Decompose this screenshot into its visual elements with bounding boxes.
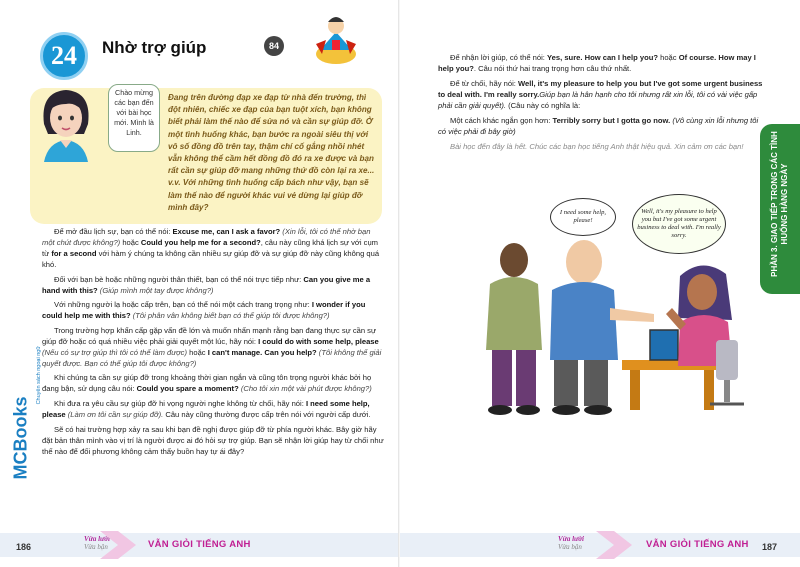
paragraph-fragment: I wonder if you could help me with this? xyxy=(42,300,366,321)
paragraph-fragment: Đối với bạn bè hoặc những người thân thiết, bạn có thể nói trực tiếp như: xyxy=(54,274,304,284)
paragraph-fragment: hoặc xyxy=(658,53,679,62)
paragraph-fragment: (Tôi không thể giải quyết được. Bạn có thể giúp tôi được không?) xyxy=(42,347,382,368)
right-page xyxy=(400,0,800,567)
slogan-line-1: Vừa lười xyxy=(84,535,110,543)
speech-bubble-decline: Well, it's my pleasure to help you but I've got some urgent business to deal with. I'm really sorry. xyxy=(632,194,726,254)
paragraph-fragment: Can you give me a hand with this? xyxy=(42,274,371,295)
chevron-icon xyxy=(100,529,140,561)
track-number: 84 xyxy=(268,41,279,51)
page-number: 186 xyxy=(16,542,32,552)
paragraph-fragment: Để từ chối, hãy nói: xyxy=(450,79,518,88)
paragraph-fragment: Well, it's my pleasure to help you but I've got some urgent business to deal with. I'm really sorry. xyxy=(438,79,763,99)
paragraph-fragment: (Tôi phân vân không biết bạn có thể giúp tôi được không?) xyxy=(130,311,330,321)
intro-text: Đang trên đường đạp xe đạp từ nhà đến trường, thì đột nhiên, chiếc xe đạp của bạn tuột xích, bạn không biết phải làm thế nào để sửa nó và cần sự giúp đỡ. Ở một tình huống khác, bạn bước ra ngoài siêu thị với vô số đồng đồ trên tay, thậm chí cố gắng nhồi nhét vẫn không thể cầm hết đồng đồ đó ra xe được và bạn rất cần sự giúp đỡ mang những thứ đồ còn lại ra xe... v.v. Với những tình huống cấp bách như vậy, bạn sẽ làm thế nào để người khác vui vẻ dừng lại giúp đỡ mình đây? xyxy=(168,93,375,212)
paragraph-fragment: với hàm ý chúng ta không cần nhiều sự giúp đỡ và sự giúp đỡ này cũng không quá khó. xyxy=(42,249,380,269)
paragraph-fragment: hoặc xyxy=(120,238,141,247)
paragraph-fragment: Khi chúng ta cần sự giúp đỡ trong khoảng thời gian ngắn và cũng tôn trọng người khác bởi họ đang bận, sử dụng câu nói: xyxy=(42,373,372,394)
body-paragraph xyxy=(42,372,384,394)
paragraph-fragment: Một cách khác ngắn gọn hơn: xyxy=(450,116,553,125)
host-avatar xyxy=(34,84,98,162)
paragraph-fragment: . Câu nói thứ hai trang trọng hơn câu thứ nhất. xyxy=(473,64,632,73)
paragraph-fragment: Câu này cũng thường được cấp trên nói với người cấp dưới. xyxy=(163,409,371,419)
paragraph-fragment: (Làm ơn tôi cần sự giúp đỡ). xyxy=(65,409,164,419)
body-paragraph xyxy=(42,299,384,321)
lesson-title: Nhờ trợ giúp xyxy=(102,38,207,57)
slogan-line-2: Vừa bận xyxy=(558,543,582,551)
body-paragraph xyxy=(438,52,768,74)
illustration-scene xyxy=(454,190,750,422)
paragraph-fragment: (Nếu có sự trợ giúp thì tôi có thể làm được) xyxy=(42,347,188,357)
lesson-number-badge xyxy=(40,32,88,80)
left-body-text xyxy=(42,226,384,460)
right-body-text xyxy=(438,52,768,156)
paragraph-fragment: Để nhận lời giúp, có thể nói: xyxy=(450,53,548,62)
paragraph-fragment: (Vô cùng xin lỗi nhưng tôi có việc phải đi bây giờ) xyxy=(438,116,759,136)
paragraph-fragment: Khi đưa ra yêu cầu sự giúp đỡ hi vọng người nghe không từ chối, hãy nói: xyxy=(54,398,306,408)
paragraph-fragment: Sẽ có hai trường hợp xảy ra sau khi bạn đề nghị được giúp đỡ từ phía người khác. Bây giờ hãy đặt bản thân mình vào vị trí là người được ai đó hỏi sự trợ giúp. Bạn sẽ nhận lời giúp hay từ chối như thế nào để đối phương không cảm thấy buồn hay tự ái đây? xyxy=(42,424,384,456)
paragraph-fragment: , câu này cũng khá lịch sự với cụm từ xyxy=(42,238,379,258)
paragraph-fragment: Với những người lạ hoặc cấp trên, bạn có thể nói một cách trang trọng như: xyxy=(54,300,312,310)
body-paragraph xyxy=(42,424,384,457)
paragraph-fragment: (Cho tôi xin một vài phút được không?) xyxy=(238,384,372,394)
closing-text: Bài học đến đây là hết. Chúc các bạn học tiếng Anh thật hiệu quả. Xin cảm ơn các bạn! xyxy=(450,142,744,151)
section-side-tab-label: PHẦN 3. GIAO TIẾP TRONG CÁC TÌNH HUỐNG HÀNG NGÀY xyxy=(770,131,789,277)
slogan-line-1: Vừa lười xyxy=(558,535,584,543)
chevron-icon xyxy=(596,529,636,561)
paragraph-fragment: Terribly sorry but I gotta go now. xyxy=(552,116,671,125)
paragraph-fragment: (Câu này có nghĩa là: xyxy=(505,101,581,110)
paragraph-fragment: Of course. How may I help you? xyxy=(438,53,756,73)
brand-tagline: Chuyên sách ngoại ngữ xyxy=(36,346,42,405)
right-footer xyxy=(400,525,800,567)
speech-bubble-request: I need some help, please! xyxy=(550,198,616,236)
body-paragraph xyxy=(438,115,768,137)
paragraph-fragment: for a second xyxy=(51,249,97,258)
paragraph-fragment: Yes, sure. How can I help you? xyxy=(547,53,658,62)
page-number: 187 xyxy=(762,542,778,552)
paragraph-fragment: Excuse me, can I ask a favor? xyxy=(172,227,281,236)
paragraph-fragment: (Giúp mình một tay được không?) xyxy=(97,285,214,295)
body-paragraph xyxy=(42,274,384,296)
body-paragraph xyxy=(42,325,384,369)
brand-name: MCBooks xyxy=(10,396,31,480)
superhero-mascot-icon xyxy=(312,10,360,70)
body-paragraph xyxy=(438,78,768,111)
paragraph-fragment: Để mở đầu lịch sự, bạn có thể nói: xyxy=(54,227,173,236)
paragraph-fragment: Could you spare a moment? xyxy=(136,384,239,394)
paragraph-fragment: Could you help me for a second? xyxy=(140,238,261,247)
lesson-number: 24 xyxy=(51,41,77,70)
audio-track-icon xyxy=(264,36,284,56)
section-side-tab xyxy=(760,124,800,294)
paragraph-fragment: Trong trường hợp khẩn cấp gặp vấn đề lớn và muốn nhấn mạnh rằng bạn đang thực sự cần sự giúp đỡ hoặc có quá nhiều việc phải giải quyết một lúc, hãy nói: xyxy=(42,325,377,346)
series-title: VẪN GIỎI TIẾNG ANH xyxy=(148,539,251,550)
greeting-bubble: Chào mừng các bạn đến với bài học mới. Mình là Linh. xyxy=(108,84,160,152)
body-paragraph xyxy=(42,398,384,420)
slogan-line-2: Vừa bận xyxy=(84,543,108,551)
paragraph-fragment: I could do with some help, please xyxy=(258,336,379,346)
body-paragraph xyxy=(42,226,384,270)
paragraph-fragment: hoặc xyxy=(187,347,208,357)
series-title: VẪN GIỎI TIẾNG ANH xyxy=(646,539,749,550)
office-scene-illustration xyxy=(454,190,750,422)
paragraph-fragment: I can't manage. Can you help? xyxy=(207,347,317,357)
paragraph-fragment: I need some help, please xyxy=(42,398,370,419)
brand-mark xyxy=(8,344,42,494)
left-footer xyxy=(0,525,400,567)
paragraph-fragment: (Xin lỗi, tôi có thể nhờ bạn một chút được không?) xyxy=(42,227,371,247)
paragraph-fragment: Giúp bạn là hân hạnh cho tôi nhưng rất xin lỗi, tôi có vài việc gấp phải cần giải quyết). xyxy=(438,90,758,110)
slogan xyxy=(558,535,584,551)
